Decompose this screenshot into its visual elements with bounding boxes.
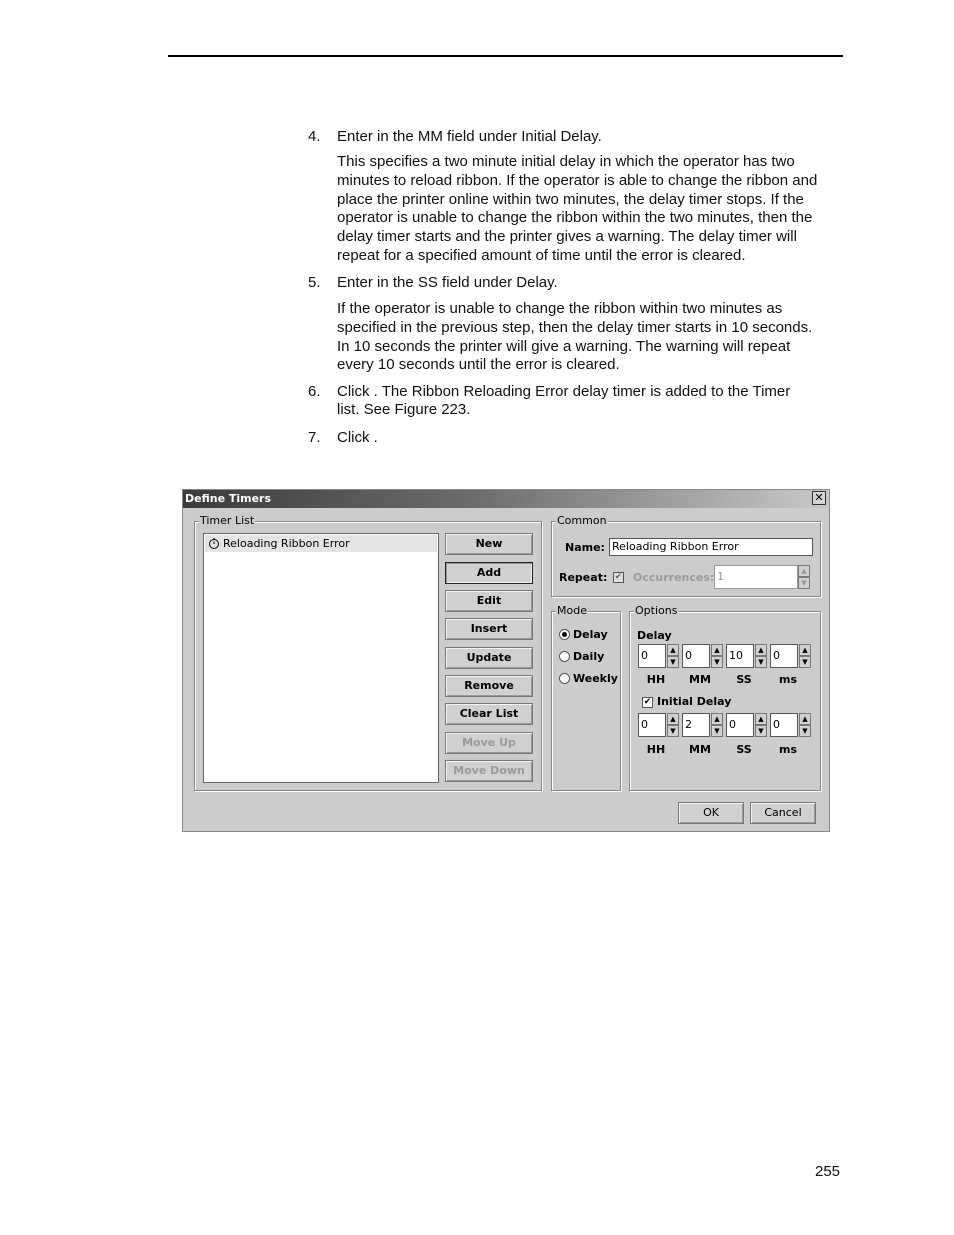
spin-down-icon[interactable]: ▼ [667,656,679,668]
para-line: In 10 seconds the printer will give a warning. The warning will repeat [337,337,791,355]
dialog-title: Define Timers [183,490,829,508]
spin-down-icon[interactable]: ▼ [711,725,723,737]
mode-label: Mode [557,604,587,617]
para-line: operator is unable to change the ribbon within the two minutes, then the [337,209,813,227]
spin-down-icon[interactable]: ▼ [799,656,811,668]
common-label: Common [557,514,607,527]
spin-up-icon[interactable]: ▲ [798,565,810,577]
para-line: repeat for a specified amount of time until the error is cleared. [337,246,746,264]
initial-hh-field[interactable]: 0 [638,713,666,737]
para-line: every 10 seconds until the error is cleared. [337,356,620,374]
initial-delay-checkbox[interactable]: ✔ [643,697,652,707]
name-field[interactable]: Reloading Ribbon Error [609,538,813,556]
update-button[interactable]: Update [445,647,533,669]
initial-ms-field[interactable]: 0 [770,713,798,737]
name-label: Name: [565,541,605,554]
close-icon[interactable]: ✕ [812,491,826,505]
step-number: 7. [308,429,321,446]
spin-down-icon[interactable]: ▼ [798,577,810,589]
move-down-button[interactable]: Move Down [445,760,533,782]
add-button[interactable]: Add [445,562,533,584]
mode-weekly-radio[interactable] [559,673,570,684]
step-5-explanation [337,300,812,375]
repeat-label: Repeat: [559,571,608,584]
repeat-checkbox[interactable]: ✔ [614,572,623,582]
para-line: delay timer starts and the printer gives a warning. The delay timer will [337,228,797,246]
spin-up-icon[interactable]: ▲ [667,713,679,725]
options-label: Options [635,604,678,617]
mode-group [551,604,621,791]
page-number: 255 [815,1163,841,1180]
spin-up-icon[interactable]: ▲ [799,713,811,725]
unit-mm: MM [689,673,711,686]
occurrences-spinner[interactable] [798,565,810,589]
para-line: specified in the previous step, then the delay timer starts in 10 seconds. [337,318,813,336]
step-6-continuation [337,401,470,420]
options-group [629,604,821,791]
delay-ms-spinner[interactable] [799,644,811,668]
step-number: 6. [308,383,321,400]
initial-ss-spinner[interactable] [755,713,767,737]
delay-hh-field[interactable]: 0 [638,644,666,668]
delay-mm-field[interactable]: 0 [682,644,710,668]
common-group [551,514,821,597]
delay-ss-field[interactable]: 10 [726,644,754,668]
step-number: 5. [308,274,321,291]
unit-hh: HH [646,743,666,756]
initial-ss-field[interactable]: 0 [726,713,754,737]
initial-mm-spinner[interactable] [711,713,723,737]
spin-up-icon[interactable]: ▲ [667,644,679,656]
step-text: Enter in the SS field under Delay. [337,274,558,291]
unit-ss: SS [736,673,752,686]
spin-up-icon[interactable]: ▲ [755,713,767,725]
para-line: This specifies a two minute initial delay in which the operator has two [337,153,795,170]
delay-ss-spinner[interactable] [755,644,767,668]
list-item[interactable] [205,535,437,552]
spin-up-icon[interactable]: ▲ [711,644,723,656]
mode-delay-radio[interactable] [559,629,570,640]
timer-list-label: Timer List [200,514,255,527]
initial-hh-spinner[interactable] [667,713,679,737]
timer-item-label: Reloading Ribbon Error [223,537,350,550]
step-4-explanation [337,153,817,266]
occurrences-field[interactable]: 1 [714,565,798,589]
spin-down-icon[interactable]: ▼ [799,725,811,737]
spin-down-icon[interactable]: ▼ [667,725,679,737]
remove-button[interactable]: Remove [445,675,533,697]
para-line: If the operator is unable to change the ribbon within two minutes as [337,300,783,317]
step-text: Click . The Ribbon Reloading Error delay timer is added to the Timer [337,383,791,400]
spin-down-icon[interactable]: ▼ [755,656,767,668]
para-line: list. See Figure 223. [337,401,471,418]
insert-button[interactable]: Insert [445,618,533,640]
clear-list-button[interactable]: Clear List [445,703,533,725]
initial-delay-label: Initial Delay [657,695,732,708]
header-rule [168,55,843,57]
spin-up-icon[interactable]: ▲ [711,713,723,725]
mode-daily-radio[interactable] [559,651,570,662]
delay-label: Delay [637,629,672,642]
mode-delay-label: Delay [573,628,608,641]
delay-mm-spinner[interactable] [711,644,723,668]
unit-ss: SS [736,743,752,756]
ok-button[interactable]: OK [678,802,744,824]
mode-weekly-label: Weekly [573,672,618,685]
delay-ms-field[interactable]: 0 [770,644,798,668]
timer-list-group [194,514,542,791]
spin-down-icon[interactable]: ▼ [711,656,723,668]
para-line: place the printer online within two minutes, the delay timer stops. If the [337,190,804,208]
timer-listbox[interactable] [203,533,439,783]
spin-up-icon[interactable]: ▲ [799,644,811,656]
spin-up-icon[interactable]: ▲ [755,644,767,656]
define-timers-dialog [182,489,830,832]
step-text: Enter in the MM field under Initial Delay. [337,128,602,145]
step-number: 4. [308,128,321,145]
spin-down-icon[interactable]: ▼ [755,725,767,737]
delay-hh-spinner[interactable] [667,644,679,668]
unit-mm: MM [689,743,711,756]
unit-ms: ms [778,743,797,756]
para-line: minutes to reload ribbon. If the operator is able to change the ribbon and [337,171,818,189]
mode-daily-label: Daily [573,650,605,663]
new-button[interactable]: New [445,533,533,555]
cancel-button[interactable]: Cancel [750,802,816,824]
step-text: Click . [337,429,378,446]
unit-hh: HH [646,673,666,686]
initial-ms-spinner[interactable] [799,713,811,737]
occurrences-label: Occurrences: [633,571,715,584]
edit-button[interactable]: Edit [445,590,533,612]
initial-mm-field[interactable]: 2 [682,713,710,737]
move-up-button[interactable]: Move Up [445,732,533,754]
unit-ms: ms [778,673,797,686]
timer-icon [208,537,220,549]
